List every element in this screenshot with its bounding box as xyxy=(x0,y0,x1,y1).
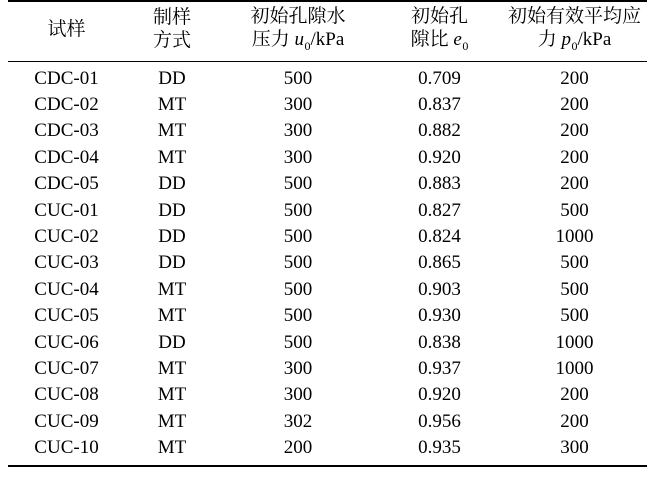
cell-e0: 0.883 xyxy=(418,173,461,195)
cell-u0: 500 xyxy=(283,278,313,300)
cell-specimen: CUC-07 xyxy=(34,358,99,380)
cell-u0: 300 xyxy=(283,358,313,380)
cell-specimen: CDC-01 xyxy=(34,67,99,89)
cell-specimen: CDC-03 xyxy=(34,120,99,142)
cell-u0: 300 xyxy=(283,384,313,406)
unit-u0: /kPa xyxy=(310,29,345,51)
cell-method: DD xyxy=(158,199,186,221)
column-header-e0-line1: 初始孔 xyxy=(410,6,468,27)
column-header-p0 xyxy=(502,1,647,61)
cell-p0: 200 xyxy=(560,120,589,142)
cell-method: MT xyxy=(157,384,187,406)
cell-u0: 300 xyxy=(283,94,313,115)
cell-specimen: CUC-05 xyxy=(34,305,99,327)
cell-p0: 1000 xyxy=(555,226,594,248)
column-header-specimen xyxy=(8,1,125,61)
column-header-p0-line1: 初始有效平均应 xyxy=(507,6,641,27)
cell-e0: 0.709 xyxy=(418,67,461,89)
table-header xyxy=(8,1,647,61)
symbol-p: p xyxy=(561,29,571,51)
cell-specimen: CDC-02 xyxy=(34,94,99,115)
column-header-specimen-line1: 试样 xyxy=(47,18,86,40)
symbol-u: u xyxy=(294,29,304,51)
table-row xyxy=(8,356,647,382)
cell-p0: 500 xyxy=(560,278,589,300)
cell-p0: 200 xyxy=(560,173,589,195)
cell-specimen: CUC-09 xyxy=(34,410,99,432)
cell-method: MT xyxy=(125,435,219,465)
cell-u0: 500 xyxy=(283,331,313,353)
cell-method: DD xyxy=(158,173,186,195)
cell-p0: 500 xyxy=(560,199,589,221)
subscript-e0: 0 xyxy=(462,38,469,53)
cell-specimen: CUC-04 xyxy=(34,278,99,300)
cell-p0: 500 xyxy=(560,305,589,327)
cell-method: MT xyxy=(157,358,187,380)
symbol-e: e xyxy=(453,29,462,51)
column-header-u0 xyxy=(219,1,377,61)
cell-e0: 0.937 xyxy=(418,358,461,380)
cell-specimen: CUC-10 xyxy=(8,435,125,465)
table-row xyxy=(8,118,647,144)
table-body xyxy=(8,61,647,466)
cell-p0: 1000 xyxy=(555,358,594,380)
cell-specimen: CUC-06 xyxy=(34,331,99,353)
cell-p0: 200 xyxy=(560,384,589,406)
cell-specimen: CDC-04 xyxy=(34,146,99,168)
cell-method: DD xyxy=(158,226,186,248)
cell-specimen: CDC-05 xyxy=(34,173,99,195)
table-row xyxy=(8,171,647,197)
cell-p0: 200 xyxy=(560,94,589,115)
table-row xyxy=(8,435,647,465)
subscript-p0: 0 xyxy=(571,38,578,53)
cell-p0: 200 xyxy=(560,410,589,432)
cell-u0: 500 xyxy=(283,173,313,195)
cell-method: MT xyxy=(157,120,187,142)
cell-specimen: CUC-02 xyxy=(34,226,99,248)
cell-u0: 500 xyxy=(283,252,313,274)
cell-e0: 0.827 xyxy=(418,199,461,221)
cell-method: MT xyxy=(157,278,187,300)
cell-method: MT xyxy=(157,410,187,432)
table-row xyxy=(8,224,647,250)
table-row xyxy=(8,61,647,92)
cell-method: MT xyxy=(157,146,187,168)
column-header-method-line1: 制样 xyxy=(152,7,191,29)
cell-u0: 302 xyxy=(283,410,313,432)
cell-method: MT xyxy=(157,94,187,115)
cell-p0: 300 xyxy=(502,435,647,465)
cell-method: MT xyxy=(157,305,187,327)
column-header-method xyxy=(125,1,219,61)
table-header-row xyxy=(8,1,647,61)
table-row xyxy=(8,330,647,356)
cell-specimen: CUC-03 xyxy=(34,252,99,274)
unit-p0: /kPa xyxy=(577,29,612,51)
cell-specimen: CUC-01 xyxy=(34,199,99,221)
cell-method: DD xyxy=(158,252,186,274)
cell-e0: 0.903 xyxy=(418,278,461,300)
cell-e0: 0.882 xyxy=(418,120,461,142)
table-row xyxy=(8,277,647,303)
cell-p0: 1000 xyxy=(555,331,594,353)
cell-e0: 0.935 xyxy=(377,435,502,465)
cell-u0: 300 xyxy=(283,146,313,168)
cell-method: DD xyxy=(158,331,186,353)
cell-e0: 0.838 xyxy=(418,331,461,353)
table-row xyxy=(8,198,647,224)
column-header-u0-line1: 初始孔隙水 xyxy=(250,6,346,27)
cell-p0: 500 xyxy=(560,252,589,274)
cell-e0: 0.920 xyxy=(418,384,461,406)
cell-u0: 500 xyxy=(283,226,313,248)
column-header-e0 xyxy=(377,1,502,61)
column-header-method-line2: 方式 xyxy=(152,30,191,52)
cell-e0: 0.956 xyxy=(418,410,461,432)
cell-e0: 0.837 xyxy=(418,94,461,115)
cell-e0: 0.824 xyxy=(418,226,461,248)
table-row xyxy=(8,303,647,329)
column-header-u0-line2: 压力 $u_0$/kPa xyxy=(251,29,345,53)
column-header-e0-line2: 隙比 $e_0$ xyxy=(410,29,469,53)
cell-u0: 500 xyxy=(283,199,313,221)
cell-e0: 0.920 xyxy=(418,146,461,168)
cell-u0: 500 xyxy=(283,67,313,89)
cell-e0: 0.930 xyxy=(418,305,461,327)
cell-p0: 200 xyxy=(560,146,589,168)
table-row xyxy=(8,250,647,276)
column-header-p0-line2: 力 $p_0$/kPa xyxy=(537,29,612,53)
cell-specimen: CUC-08 xyxy=(34,384,99,406)
cell-u0: 200 xyxy=(219,435,377,465)
table-row xyxy=(8,409,647,435)
cell-method: DD xyxy=(158,67,186,89)
table-row xyxy=(8,382,647,408)
table-row xyxy=(8,145,647,171)
cell-u0: 500 xyxy=(283,305,313,327)
cell-p0: 200 xyxy=(560,67,589,89)
cell-u0: 300 xyxy=(283,120,313,142)
specimen-parameter-table xyxy=(8,0,647,467)
cell-e0: 0.865 xyxy=(418,252,461,274)
table-row xyxy=(8,92,647,118)
subscript-u0: 0 xyxy=(304,38,311,53)
